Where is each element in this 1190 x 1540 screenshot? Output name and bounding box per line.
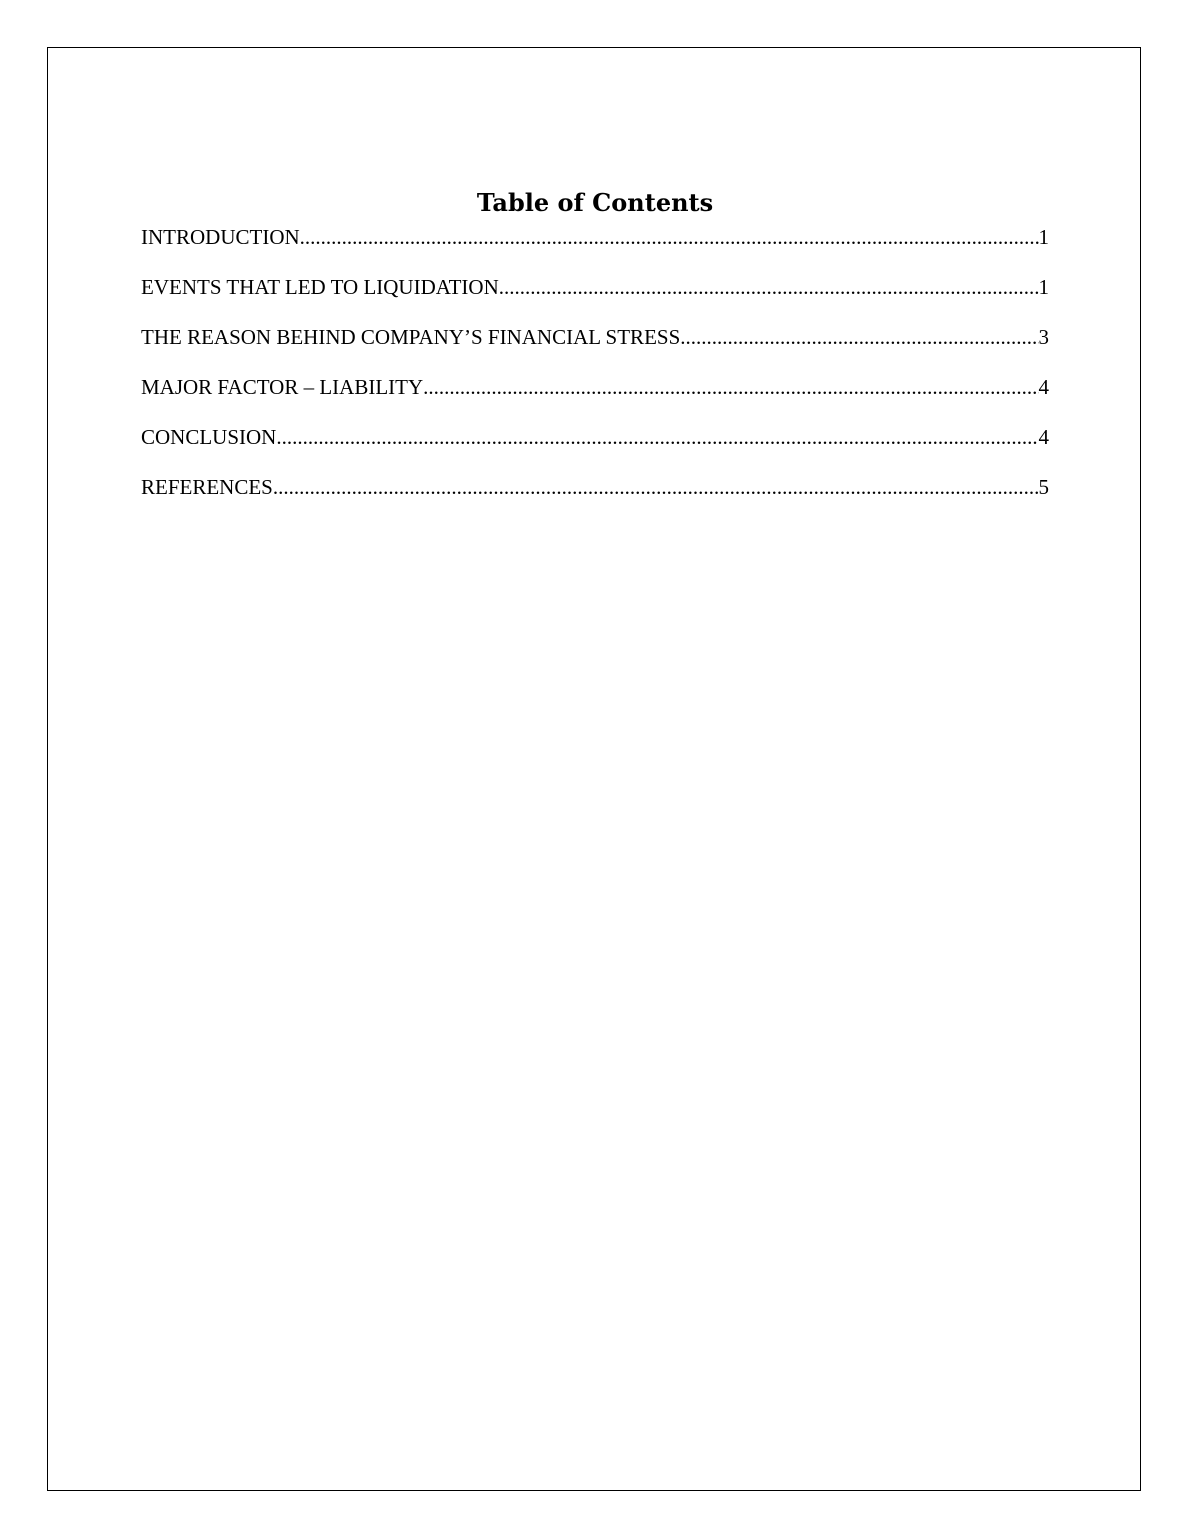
toc-dot-leader xyxy=(423,374,1038,400)
toc-entry-text: CONCLUSION xyxy=(141,425,277,449)
toc-entry-events-liquidation[interactable] xyxy=(141,274,1049,324)
toc-entry-introduction[interactable] xyxy=(141,224,1049,274)
toc-page-number: 5 xyxy=(1038,475,1049,499)
toc-entry-text: EVENTS THAT LED TO LIQUIDATION xyxy=(141,275,499,299)
toc-page-number: 4 xyxy=(1038,375,1049,399)
toc-entry-text: MAJOR FACTOR – LIABILITY xyxy=(141,375,424,399)
toc-page-number: 3 xyxy=(1038,325,1049,349)
toc-dot-leader xyxy=(276,424,1038,450)
toc-page-number: 1 xyxy=(1038,225,1049,249)
toc-entry-major-factor[interactable] xyxy=(141,374,1049,424)
toc-dot-leader xyxy=(300,224,1039,250)
toc-dot-leader xyxy=(499,274,1039,300)
toc-dot-leader xyxy=(680,324,1038,350)
toc-entry-text: THE REASON BEHIND COMPANY’S FINANCIAL STRESS xyxy=(141,325,681,349)
toc-entry-text: REFERENCES xyxy=(141,475,273,499)
toc-entry-text: INTRODUCTION xyxy=(141,225,300,249)
toc-list xyxy=(141,224,1049,524)
toc-entry-conclusion[interactable] xyxy=(141,424,1049,474)
toc-entry-financial-stress[interactable] xyxy=(141,324,1049,374)
toc-dot-leader xyxy=(273,474,1039,500)
toc-entry-references[interactable] xyxy=(141,474,1049,524)
toc-page-number: 4 xyxy=(1038,425,1049,449)
toc-title: Table of Contents xyxy=(476,188,714,217)
toc-page-number: 1 xyxy=(1038,275,1049,299)
